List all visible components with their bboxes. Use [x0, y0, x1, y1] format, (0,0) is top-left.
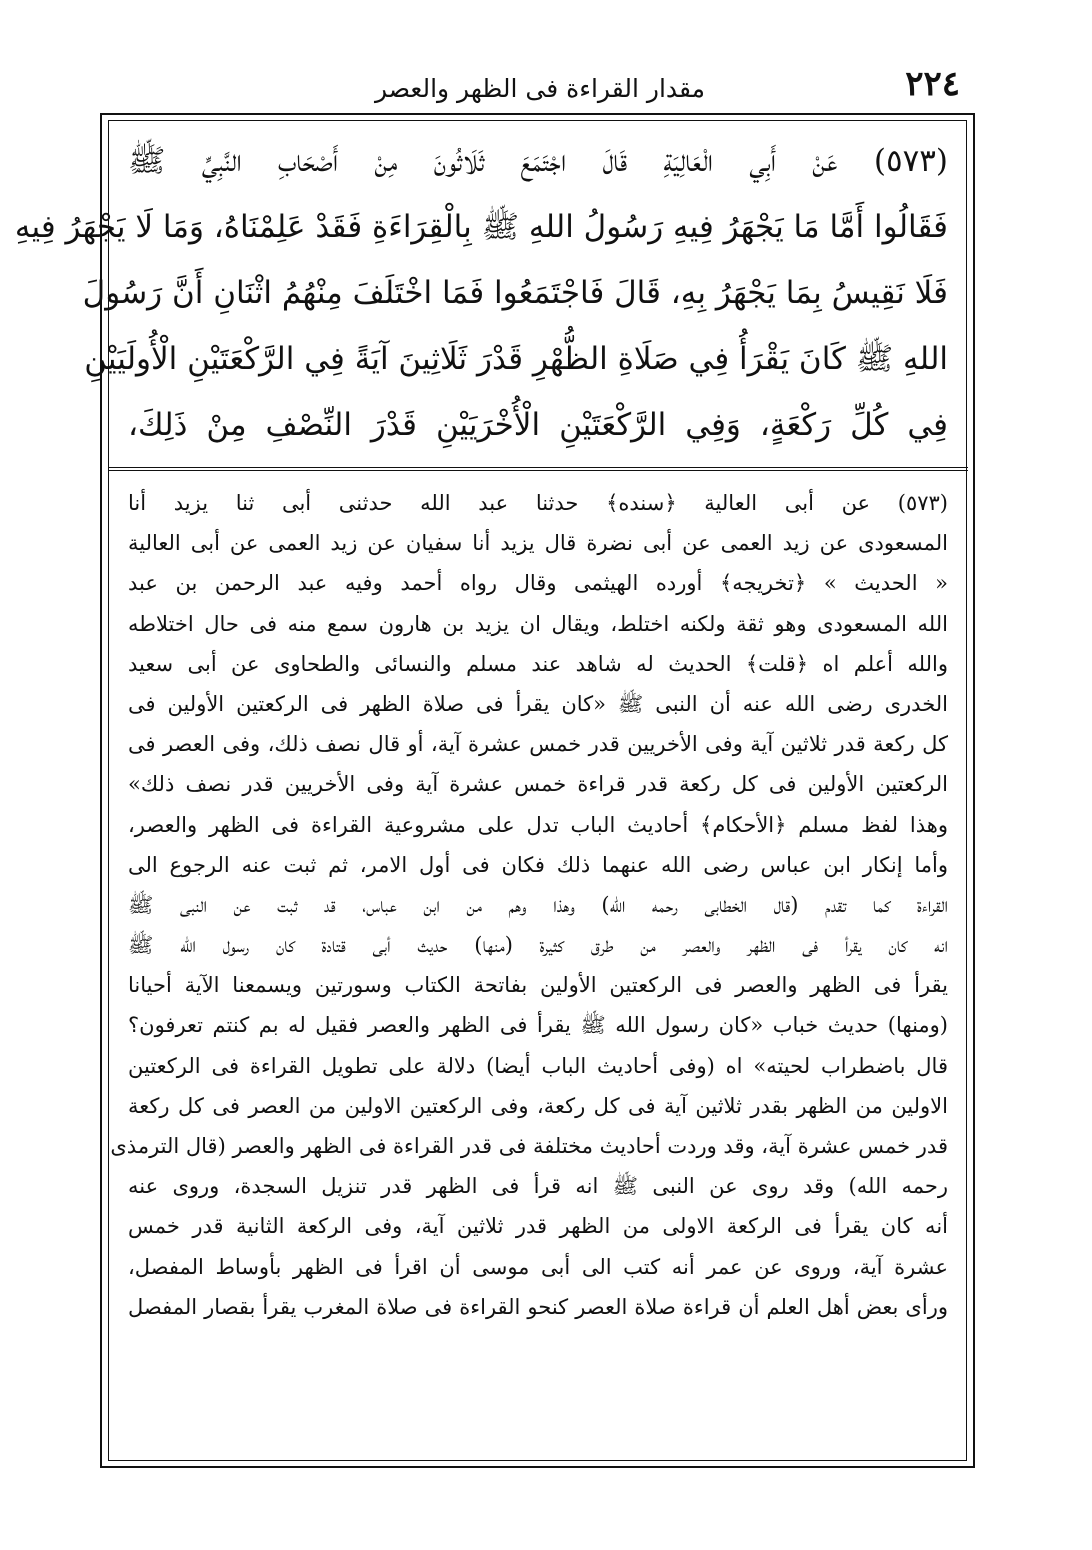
commentary-line: الخدرى رضى الله عنه أن النبى ﷺ «كان يقرأ فى صلاة الظهر فى الركعتين الأولين فى — [128, 691, 948, 716]
commentary-line: القراءة كما تقدم (قال الخطابى رحمه الله) وهذا وهم من ابن عباس، قد ثبت عن النبى ﷺ — [128, 892, 948, 917]
commentary-line: ورأى بعض أهل العلم أن قراءة صلاة العصر كنحو القراءة فى صلاة المغرب يقرأ بقصار المفصل — [128, 1294, 948, 1319]
hadith-line: اللهِ ﷺ كَانَ يَقْرَأُ فِي صَلَاةِ الظُّهْرِ قَدْرَ ثَلَاثِينَ آيَةً فِي الرَّكْعَتَيْنِ الْأُولَيَيْنِ — [84, 341, 948, 377]
commentary-line: أنه كان يقرأ فى الركعة الاولى من الظهر قدر ثلاثين آية، وفى الركعة الثانية قدر خمس — [128, 1214, 948, 1239]
hadith-line: فَقَالُوا أَمَّا مَا يَجْهَرُ فِيهِ رَسُولُ اللهِ ﷺ بِالْقِرَاءَةِ فَقَدْ عَلِمْنَاهُ، وَمَا لَا يَجْهَرُ فِيهِ — [14, 209, 948, 245]
commentary-line: الله المسعودى وهو ثقة ولكنه اختلط، ويقال ان يزيد بن هارون سمع منه فى حال اختلاطه — [128, 611, 948, 636]
hadith-text — [14, 128, 948, 460]
hadith-line: (٥٧٣) عَنْ أَبِي الْعَالِيَةِ قَالَ اجْتَمَعَ ثَلَاثُونَ مِنْ أَصْحَابِ النَّبِيِّ ﷺ — [128, 143, 948, 179]
commentary-line: يقرأ فى الظهر والعصر فى الركعتين الأولين بفاتحة الكتاب وسورتين ويسمعنا الآية أحيانا — [128, 973, 948, 998]
commentary-line: انه كان يقرأ فى الظهر والعصر من طرق كثيرة (منها) حديث أبى قتادة كان رسول الله ﷺ — [128, 933, 948, 958]
running-title: مقدار القراءة فى الظهر والعصر — [374, 74, 706, 103]
commentary-line: المسعودى عن زيد العمى عن أبى نضرة قال يزيد أنا سفيان عن زيد العمى عن أبى العالية — [128, 531, 948, 556]
commentary-line: الاولين من الظهر بقدر ثلاثين آية فى كل ركعة، وفى الركعتين الاولين من العصر فى كل ركعة — [128, 1093, 948, 1118]
commentary-line: عشرة آية، وروى عن عمر أنه كتب الى أبى موسى أن اقرأ فى الظهر بأوساط المفصل، — [128, 1254, 948, 1279]
page-header — [100, 60, 980, 110]
commentary-line: الركعتين الأولين فى كل ركعة قدر قراءة خمس عشرة آية وفى الأخريين قدر نصف ذلك» — [128, 772, 948, 797]
commentary-line: وأما إنكار ابن عباس رضى الله عنهما ذلك فكان فى أول الامر، ثم ثبت عنه الرجوع الى — [128, 852, 948, 877]
commentary-line: (٥٧٣) عن أبى العالية ﴿سنده﴾ حدثنا عبد الله حدثنى أبى ثنا يزيد أنا — [128, 491, 948, 515]
commentary-line: « الحديث » ﴿تخريجه﴾ أورده الهيثمى وقال رواه أحمد وفيه عبد الرحمن بن عبد — [128, 571, 948, 596]
hadith-line: فِي كُلِّ رَكْعَةٍ، وَفِي الرَّكْعَتَيْنِ الْأُخْرَيَيْنِ قَدْرَ النِّصْفِ مِنْ ذَلِكَ، — [128, 407, 948, 443]
commentary-line: (ومنها) حديث خباب «كان رسول الله ﷺ يقرأ فى الظهر والعصر فقيل له بم كنتم تعرفون؟ — [128, 1013, 948, 1038]
commentary-line: قال باضطراب لحيته» اه (وفى أحاديث الباب أيضا) دلالة على تطويل القراءة فى الركعتين — [128, 1053, 948, 1078]
page-number: ٢٢٤ — [905, 64, 960, 104]
commentary-line: قدر خمس عشرة آية، وقد وردت أحاديث مختلفة فى قدر القراءة فى الظهر والعصر (قال الترمذى — [110, 1134, 948, 1158]
commentary-line: والله أعلم اه ﴿قلت﴾ الحديث له شاهد عند مسلم والنسائى والطحاوى عن أبى سعيد — [128, 651, 948, 676]
commentary-text — [110, 483, 948, 1458]
commentary-line: رحمه الله) وقد روى عن النبى ﷺ انه قرأ فى الظهر قدر تنزيل السجدة، وروى عنه — [128, 1174, 948, 1199]
hadith-line: فَلَا نَقِيسُ بِمَا يَجْهَرُ بِهِ، قَالَ فَاجْتَمَعُوا فَمَا اخْتَلَفَ مِنْهُمُ اثْنَانِ أَنَّ رَسُولَ — [82, 275, 948, 311]
commentary-line: وهذا لفظ مسلم ﴿الأحكام﴾ أحاديث الباب تدل على مشروعية القراءة فى الظهر والعصر، — [128, 812, 948, 837]
commentary-line: كل ركعة قدر ثلاثين آية وفى الأخريين قدر خمس عشرة آية، أو قال نصف ذلك، وفى العصر فى — [128, 732, 948, 757]
section-divider — [108, 467, 968, 471]
